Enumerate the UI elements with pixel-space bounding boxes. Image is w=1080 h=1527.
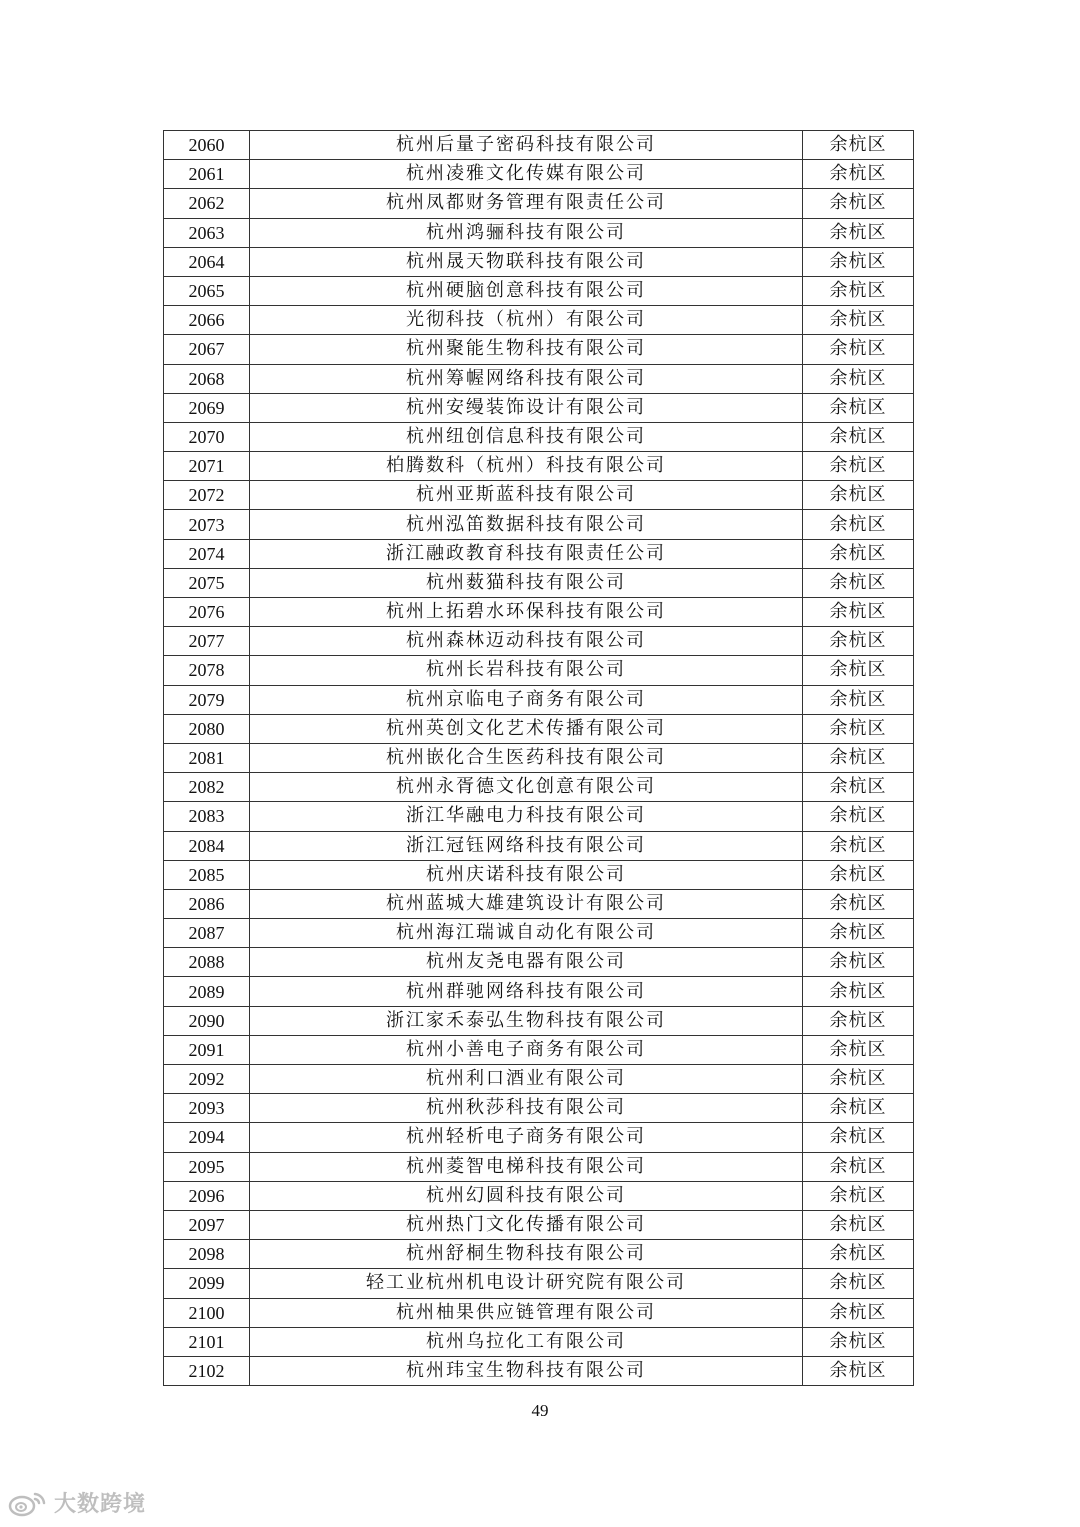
district: 余杭区	[803, 335, 914, 364]
district: 余杭区	[803, 860, 914, 889]
table-row	[164, 1269, 914, 1298]
row-number: 2070	[164, 422, 250, 451]
company-name: 杭州晟天物联科技有限公司	[250, 247, 803, 276]
table-row	[164, 685, 914, 714]
table-row	[164, 714, 914, 743]
table-row	[164, 889, 914, 918]
row-number: 2083	[164, 802, 250, 831]
district: 余杭区	[803, 598, 914, 627]
district: 余杭区	[803, 452, 914, 481]
company-name: 杭州幻圆科技有限公司	[250, 1181, 803, 1210]
row-number: 2089	[164, 977, 250, 1006]
row-number: 2072	[164, 481, 250, 510]
company-name: 杭州小善电子商务有限公司	[250, 1035, 803, 1064]
table-row	[164, 1210, 914, 1239]
row-number: 2063	[164, 218, 250, 247]
company-name: 杭州森林迈动科技有限公司	[250, 627, 803, 656]
company-name: 杭州玮宝生物科技有限公司	[250, 1356, 803, 1385]
district: 余杭区	[803, 510, 914, 539]
district: 余杭区	[803, 1006, 914, 1035]
table-row	[164, 919, 914, 948]
district: 余杭区	[803, 393, 914, 422]
row-number: 2097	[164, 1210, 250, 1239]
table-row	[164, 1152, 914, 1181]
table-body	[164, 131, 914, 1386]
row-number: 2077	[164, 627, 250, 656]
district: 余杭区	[803, 1269, 914, 1298]
row-number: 2081	[164, 743, 250, 772]
company-name: 杭州纽创信息科技有限公司	[250, 422, 803, 451]
row-number: 2073	[164, 510, 250, 539]
district: 余杭区	[803, 539, 914, 568]
company-name: 杭州后量子密码科技有限公司	[250, 131, 803, 160]
row-number: 2074	[164, 539, 250, 568]
district: 余杭区	[803, 656, 914, 685]
table-row	[164, 948, 914, 977]
table-row	[164, 510, 914, 539]
company-name: 杭州凤都财务管理有限责任公司	[250, 189, 803, 218]
row-number: 2067	[164, 335, 250, 364]
row-number: 2091	[164, 1035, 250, 1064]
table-row	[164, 218, 914, 247]
district: 余杭区	[803, 685, 914, 714]
row-number: 2080	[164, 714, 250, 743]
table-row	[164, 743, 914, 772]
row-number: 2082	[164, 773, 250, 802]
row-number: 2066	[164, 306, 250, 335]
district: 余杭区	[803, 276, 914, 305]
row-number: 2084	[164, 831, 250, 860]
district: 余杭区	[803, 364, 914, 393]
district: 余杭区	[803, 977, 914, 1006]
company-name: 杭州亚斯蓝科技有限公司	[250, 481, 803, 510]
weibo-logo-icon	[8, 1489, 48, 1517]
district: 余杭区	[803, 1210, 914, 1239]
district: 余杭区	[803, 306, 914, 335]
company-name: 杭州乌拉化工有限公司	[250, 1327, 803, 1356]
row-number: 2096	[164, 1181, 250, 1210]
district: 余杭区	[803, 481, 914, 510]
row-number: 2085	[164, 860, 250, 889]
district: 余杭区	[803, 773, 914, 802]
company-name: 浙江冠钰网络科技有限公司	[250, 831, 803, 860]
district: 余杭区	[803, 1065, 914, 1094]
district: 余杭区	[803, 743, 914, 772]
company-name: 杭州柚果供应链管理有限公司	[250, 1298, 803, 1327]
table-row	[164, 656, 914, 685]
company-name: 浙江华融电力科技有限公司	[250, 802, 803, 831]
table-row	[164, 627, 914, 656]
table-row	[164, 1181, 914, 1210]
row-number: 2098	[164, 1240, 250, 1269]
company-name: 杭州舒桐生物科技有限公司	[250, 1240, 803, 1269]
company-name: 杭州海江瑞诚自动化有限公司	[250, 919, 803, 948]
company-name: 杭州安缦装饰设计有限公司	[250, 393, 803, 422]
row-number: 2065	[164, 276, 250, 305]
table-row	[164, 1356, 914, 1385]
district: 余杭区	[803, 568, 914, 597]
table-row	[164, 306, 914, 335]
table-row	[164, 335, 914, 364]
table-row	[164, 1240, 914, 1269]
table-row	[164, 568, 914, 597]
table-row	[164, 481, 914, 510]
company-name: 浙江融政教育科技有限责任公司	[250, 539, 803, 568]
table-row	[164, 1094, 914, 1123]
district: 余杭区	[803, 131, 914, 160]
row-number: 2078	[164, 656, 250, 685]
district: 余杭区	[803, 247, 914, 276]
table-row	[164, 1035, 914, 1064]
table-row	[164, 276, 914, 305]
company-name: 杭州永胥德文化创意有限公司	[250, 773, 803, 802]
table-row	[164, 422, 914, 451]
table-row	[164, 131, 914, 160]
table-row	[164, 773, 914, 802]
district: 余杭区	[803, 1181, 914, 1210]
company-name: 杭州嵌化合生医药科技有限公司	[250, 743, 803, 772]
row-number: 2064	[164, 247, 250, 276]
table-row	[164, 160, 914, 189]
row-number: 2068	[164, 364, 250, 393]
table-row	[164, 539, 914, 568]
row-number: 2101	[164, 1327, 250, 1356]
district: 余杭区	[803, 1240, 914, 1269]
district: 余杭区	[803, 1298, 914, 1327]
row-number: 2100	[164, 1298, 250, 1327]
company-name: 浙江家禾泰弘生物科技有限公司	[250, 1006, 803, 1035]
company-name: 杭州筹幄网络科技有限公司	[250, 364, 803, 393]
table-row	[164, 1006, 914, 1035]
company-name: 杭州菱智电梯科技有限公司	[250, 1152, 803, 1181]
row-number: 2086	[164, 889, 250, 918]
company-name: 杭州薮猫科技有限公司	[250, 568, 803, 597]
table-row	[164, 189, 914, 218]
table-row	[164, 1123, 914, 1152]
watermark	[8, 1487, 146, 1518]
district: 余杭区	[803, 802, 914, 831]
company-name: 杭州庆诺科技有限公司	[250, 860, 803, 889]
company-name: 杭州友尧电器有限公司	[250, 948, 803, 977]
row-number: 2079	[164, 685, 250, 714]
district: 余杭区	[803, 1152, 914, 1181]
company-name: 杭州热门文化传播有限公司	[250, 1210, 803, 1239]
company-name: 杭州英创文化艺术传播有限公司	[250, 714, 803, 743]
table-row	[164, 247, 914, 276]
company-name: 杭州聚能生物科技有限公司	[250, 335, 803, 364]
table-row	[164, 1327, 914, 1356]
row-number: 2090	[164, 1006, 250, 1035]
district: 余杭区	[803, 189, 914, 218]
district: 余杭区	[803, 948, 914, 977]
table-row	[164, 1065, 914, 1094]
table-row	[164, 452, 914, 481]
table-row	[164, 977, 914, 1006]
row-number: 2095	[164, 1152, 250, 1181]
row-number: 2093	[164, 1094, 250, 1123]
row-number: 2102	[164, 1356, 250, 1385]
table-row	[164, 364, 914, 393]
table-row	[164, 802, 914, 831]
table-row	[164, 1298, 914, 1327]
row-number: 2075	[164, 568, 250, 597]
company-name: 杭州利口酒业有限公司	[250, 1065, 803, 1094]
district: 余杭区	[803, 1123, 914, 1152]
company-name: 杭州蓝城大雄建筑设计有限公司	[250, 889, 803, 918]
company-name: 杭州秋莎科技有限公司	[250, 1094, 803, 1123]
table-row	[164, 831, 914, 860]
district: 余杭区	[803, 1094, 914, 1123]
company-name: 杭州群驰网络科技有限公司	[250, 977, 803, 1006]
district: 余杭区	[803, 714, 914, 743]
watermark-text: 大数跨境	[54, 1492, 147, 1517]
company-name: 柏腾数科（杭州）科技有限公司	[250, 452, 803, 481]
row-number: 2088	[164, 948, 250, 977]
row-number: 2099	[164, 1269, 250, 1298]
table-row	[164, 860, 914, 889]
table-row	[164, 598, 914, 627]
row-number: 2062	[164, 189, 250, 218]
row-number: 2076	[164, 598, 250, 627]
district: 余杭区	[803, 1356, 914, 1385]
district: 余杭区	[803, 1327, 914, 1356]
company-name: 杭州硬脑创意科技有限公司	[250, 276, 803, 305]
district: 余杭区	[803, 160, 914, 189]
company-name: 杭州长岩科技有限公司	[250, 656, 803, 685]
row-number: 2071	[164, 452, 250, 481]
page-number: 49	[531, 1401, 549, 1420]
row-number: 2061	[164, 160, 250, 189]
district: 余杭区	[803, 831, 914, 860]
table-row	[164, 393, 914, 422]
company-name: 杭州鸿骊科技有限公司	[250, 218, 803, 247]
company-name: 杭州泓笛数据科技有限公司	[250, 510, 803, 539]
row-number: 2060	[164, 131, 250, 160]
company-name: 杭州轻析电子商务有限公司	[250, 1123, 803, 1152]
company-name: 杭州凌雅文化传媒有限公司	[250, 160, 803, 189]
row-number: 2087	[164, 919, 250, 948]
row-number: 2094	[164, 1123, 250, 1152]
company-name: 杭州上拓碧水环保科技有限公司	[250, 598, 803, 627]
district: 余杭区	[803, 627, 914, 656]
district: 余杭区	[803, 422, 914, 451]
district: 余杭区	[803, 1035, 914, 1064]
company-list-table	[163, 130, 914, 1386]
district: 余杭区	[803, 218, 914, 247]
district: 余杭区	[803, 919, 914, 948]
district: 余杭区	[803, 889, 914, 918]
row-number: 2092	[164, 1065, 250, 1094]
row-number: 2069	[164, 393, 250, 422]
company-name: 光彻科技（杭州）有限公司	[250, 306, 803, 335]
company-name: 杭州京临电子商务有限公司	[250, 685, 803, 714]
company-name: 轻工业杭州机电设计研究院有限公司	[250, 1269, 803, 1298]
